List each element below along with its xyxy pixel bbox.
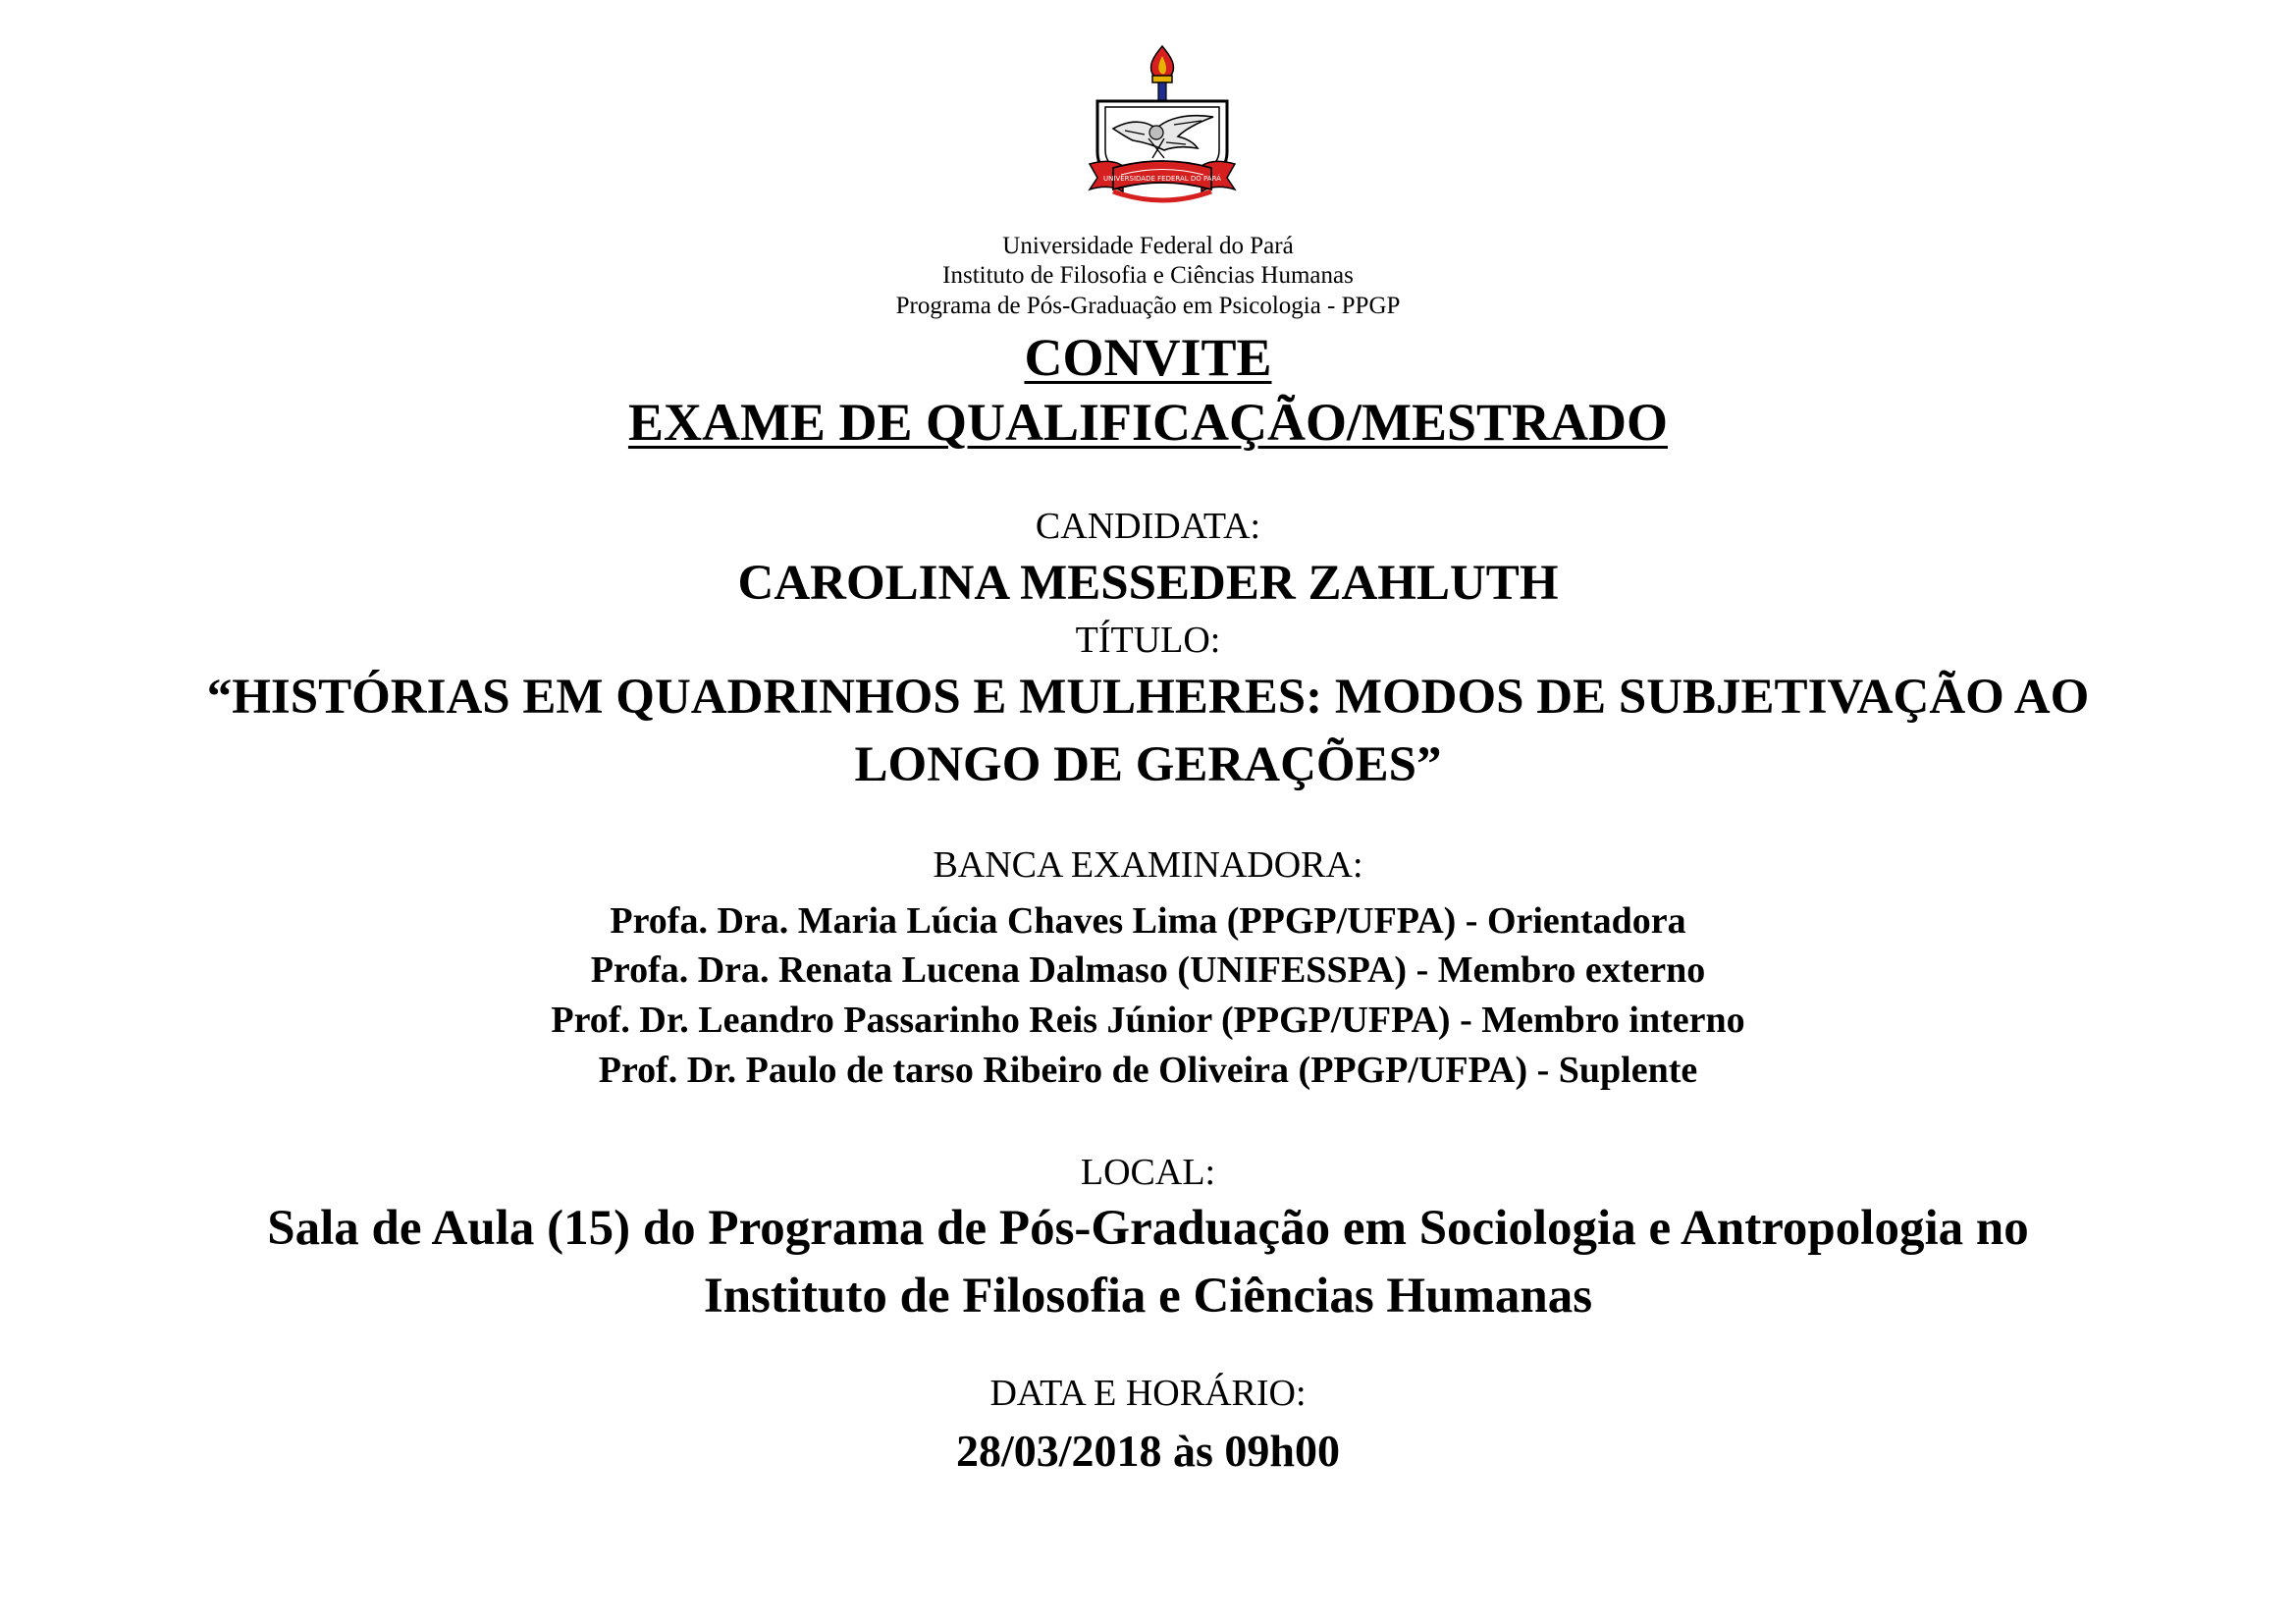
committee-member: Profa. Dra. Maria Lúcia Chaves Lima (PPGP/UFPA) - Orientadora bbox=[610, 900, 1686, 942]
thesis-title-line-2: LONGO DE GERAÇÕES” bbox=[854, 737, 1442, 792]
location-line-2: Instituto de Filosofia e Ciências Humanas bbox=[703, 1269, 1593, 1324]
thesis-title-label: TÍTULO: bbox=[1075, 620, 1221, 661]
location-label: LOCAL: bbox=[1080, 1152, 1216, 1193]
invitation-heading: CONVITE bbox=[1024, 328, 1272, 387]
thesis-title-line-1: “HISTÓRIAS EM QUADRINHOS E MULHERES: MODOS DE SUBJETIVAÇÃO AO bbox=[206, 670, 2090, 725]
schedule-label: DATA E HORÁRIO: bbox=[989, 1373, 1307, 1414]
candidate-name: CAROLINA MESSEDER ZAHLUTH bbox=[737, 556, 1559, 611]
ufpa-emblem-icon bbox=[1084, 44, 1241, 221]
committee-member: Profa. Dra. Renata Lucena Dalmaso (UNIFESSPA) - Membro externo bbox=[590, 949, 1706, 991]
committee-member: Prof. Dr. Paulo de tarso Ribeiro de Oliveira (PPGP/UFPA) - Suplente bbox=[598, 1050, 1698, 1091]
candidate-label: CANDIDATA: bbox=[1035, 506, 1261, 547]
program-name: Programa de Pós-Graduação em Psicologia - PPGP bbox=[895, 293, 1401, 319]
emblem-ribbon-text: UNIVERSIDADE FEDERAL DO PARÁ bbox=[1103, 175, 1221, 183]
committee-member: Prof. Dr. Leandro Passarinho Reis Júnior (PPGP/UFPA) - Membro interno bbox=[551, 1000, 1745, 1041]
location-line-1: Sala de Aula (15) do Programa de Pós-Graduação em Sociologia e Antropologia no bbox=[267, 1201, 2029, 1256]
schedule-value: 28/03/2018 às 09h00 bbox=[955, 1426, 1341, 1476]
committee-label: BANCA EXAMINADORA: bbox=[933, 844, 1363, 886]
exam-heading: EXAME DE QUALIFICAÇÃO/MESTRADO bbox=[627, 393, 1669, 452]
university-name: Universidade Federal do Pará bbox=[1002, 233, 1294, 259]
institute-name: Instituto de Filosofia e Ciências Humanas bbox=[942, 262, 1354, 289]
